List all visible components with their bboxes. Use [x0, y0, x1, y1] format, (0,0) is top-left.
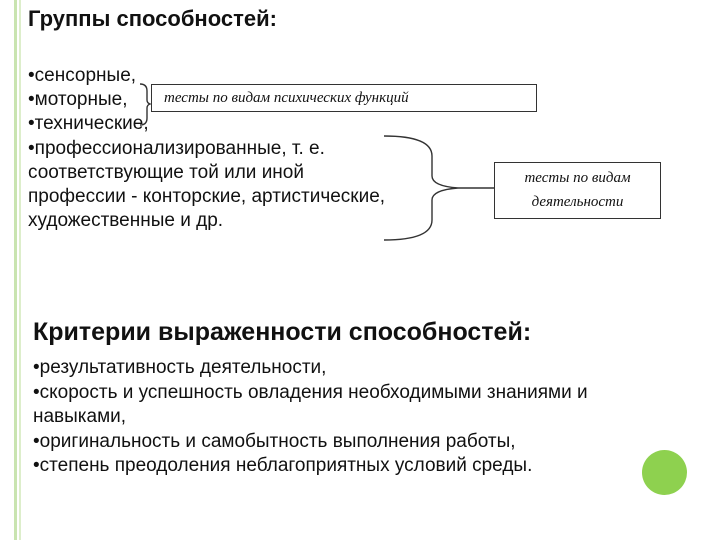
list-item-sensory: •сенсорные, [28, 65, 137, 86]
list-item-professional: •профессионализированные, т. е. соответствующие той или иной профессии - конторские, артистические, художественные и др. [28, 137, 386, 232]
criteria-item-overcoming: •степень преодоления неблагоприятных условий среды. [33, 455, 533, 476]
decorative-green-circle [642, 450, 687, 495]
criteria-item-speed: •скорость и успешность овладения необходимыми знаниями и навыками, [33, 381, 588, 427]
criteria-list [33, 356, 653, 479]
list-item-motor: •моторные, [28, 89, 128, 111]
small-brace [140, 84, 150, 125]
callout-activity-types: тесты по видам деятельности [494, 162, 661, 219]
callout-psych-functions: тесты по видам психических функций [151, 84, 537, 112]
groups-title: Группы способностей: [28, 6, 277, 31]
list-item-technical: •технические, [28, 113, 149, 135]
large-brace [384, 136, 458, 240]
criteria-item-originality: •оригинальность и самобытность выполнения работы, [33, 430, 516, 452]
criteria-item-productivity: •результативность деятельности, [33, 357, 327, 378]
criteria-title: Критерии выраженности способностей: [33, 318, 532, 346]
